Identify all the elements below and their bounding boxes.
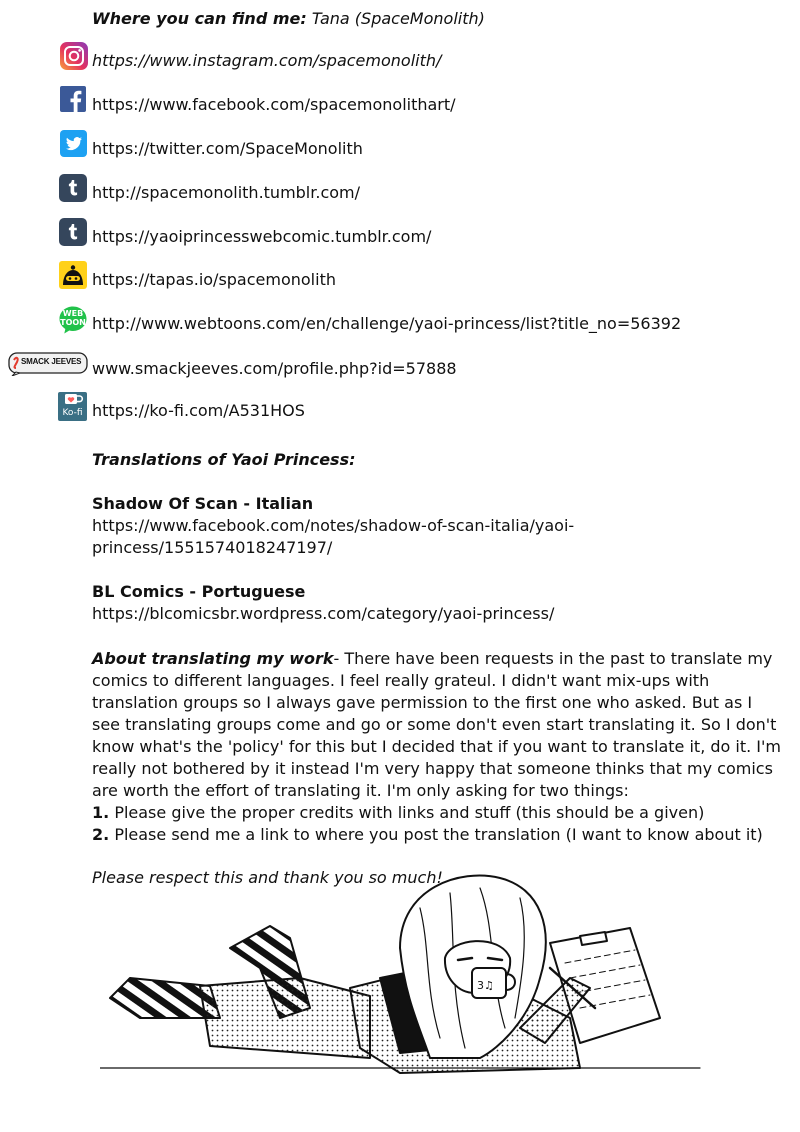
link-row-facebook xyxy=(0,86,800,118)
find-me-label: Where you can find me: xyxy=(92,9,307,28)
instagram-link[interactable]: https://www.instagram.com/spacemonolith/ xyxy=(92,51,442,70)
kofi-link[interactable]: https://ko-fi.com/A531HOS xyxy=(92,401,305,420)
translation-group-title: BL Comics - Portuguese xyxy=(92,582,306,601)
translation-group-title: Shadow Of Scan - Italian xyxy=(92,494,314,513)
link-row-webtoon xyxy=(0,305,800,337)
request-text: Please send me a link to where you post the translation (I want to know about it) xyxy=(114,825,763,844)
request-number: 2. xyxy=(92,825,110,844)
smackjeeves-icon xyxy=(8,352,88,376)
find-me-line xyxy=(92,9,485,28)
twitter-link[interactable]: https://twitter.com/SpaceMonolith xyxy=(92,139,363,158)
link-row-instagram xyxy=(0,42,800,74)
link-row-tumblr-2 xyxy=(0,218,800,250)
kofi-icon xyxy=(58,392,87,421)
about-label: About translating my work xyxy=(92,649,334,668)
request-number: 1. xyxy=(92,803,110,822)
translation-link-line[interactable]: https://blcomicsbr.wordpress.com/category/yaoi-princess/ xyxy=(92,604,555,623)
kofi-logo-text: Ko-fi xyxy=(62,408,83,418)
translation-link-line[interactable]: https://www.facebook.com/notes/shadow-of-scan-italia/yaoi- xyxy=(92,516,575,535)
tumblr-icon xyxy=(59,218,87,246)
tapas-link[interactable]: https://tapas.io/spacemonolith xyxy=(92,270,336,289)
tumblr-icon xyxy=(59,174,87,202)
webtoon-logo-text: WEB TOON xyxy=(60,309,86,327)
svg-text:3♫: 3♫ xyxy=(477,979,494,992)
twitter-icon xyxy=(60,130,87,157)
link-row-tumblr-1 xyxy=(0,174,800,206)
request-text: Please give the proper credits with links and stuff (this should be a given) xyxy=(114,803,705,822)
link-row-smackjeeves xyxy=(0,350,800,382)
smackjeeves-link[interactable]: www.smackjeeves.com/profile.php?id=57888 xyxy=(92,359,457,378)
about-translating-section xyxy=(92,648,782,846)
illustration-girl-reading xyxy=(100,868,710,1088)
translations-heading: Translations of Yaoi Princess: xyxy=(92,450,356,469)
about-text: - There have been requests in the past to translate my comics to different languages. I feel really grateul. I didn't want mix-ups with translation groups so I always gave permission to the first one who asked. But as I see translating groups come and go or some don't even start translating it. So I don't know what's the 'policy' for this but I decided that if you want to translate it, do it. I'm really not bothered by it instead I'm very happy that someone thinks that my comics are worth the effort of translating it. I'm only asking for two things: xyxy=(92,649,781,800)
tumblr-link-spacemonolith[interactable]: http://spacemonolith.tumblr.com/ xyxy=(92,183,361,202)
tumblr-link-yaoiprincess[interactable]: https://yaoiprincesswebcomic.tumblr.com/ xyxy=(92,227,432,246)
tapas-icon xyxy=(59,261,87,289)
link-row-kofi xyxy=(0,392,800,424)
closing-note: Please respect this and thank you so much! xyxy=(92,868,443,887)
facebook-icon xyxy=(60,86,86,112)
link-row-tapas xyxy=(0,261,800,293)
link-row-twitter xyxy=(0,130,800,162)
smackjeeves-logo-text: SMACK JEEVES xyxy=(21,357,82,366)
instagram-icon xyxy=(60,42,88,70)
find-me-name: Tana (SpaceMonolith) xyxy=(311,9,485,28)
webtoon-link[interactable]: http://www.webtoons.com/en/challenge/yaoi-princess/list?title_no=56392 xyxy=(92,314,682,333)
webtoon-icon xyxy=(58,305,88,335)
translation-link-line[interactable]: princess/1551574018247197/ xyxy=(92,538,333,557)
facebook-link[interactable]: https://www.facebook.com/spacemonolithart/ xyxy=(92,95,456,114)
